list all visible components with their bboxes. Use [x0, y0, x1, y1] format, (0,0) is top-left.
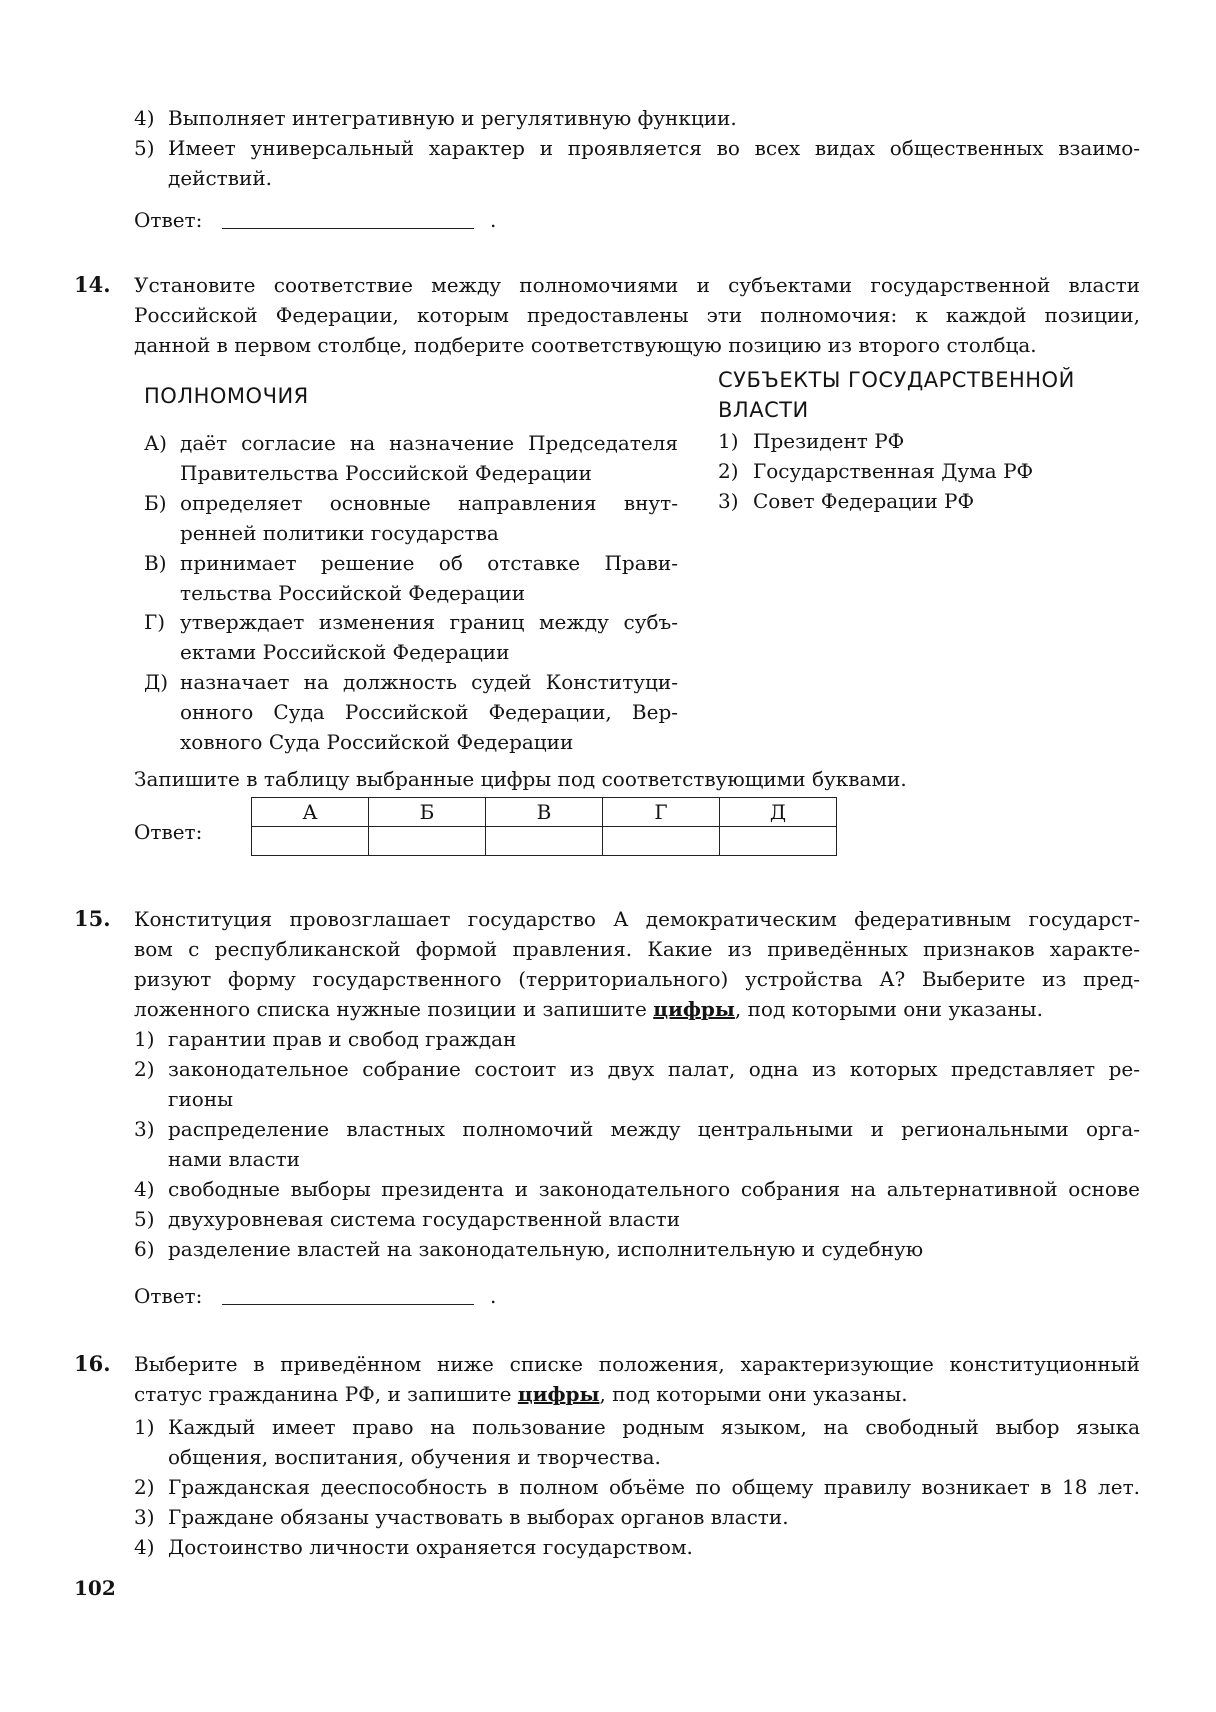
match-item-text: тельства Российской Федерации	[180, 581, 526, 605]
match-option-text: Совет Федерации РФ	[753, 489, 975, 513]
question-text-part: статус гражданина РФ, и запишите	[134, 1382, 518, 1406]
match-item-text: ренней политики государства	[180, 521, 499, 545]
option-text: Достоинство личности охраняется государством.	[168, 1535, 693, 1559]
option-number: 4)	[134, 1177, 155, 1201]
table-instruction: Запишите в таблицу выбранные цифры под соответствующими буквами.	[134, 767, 907, 791]
question-number: 16.	[74, 1351, 111, 1376]
option-text: законодательное собрание состоит из двух палат, одна из которых представляет ре-	[168, 1057, 1140, 1081]
answer-cell[interactable]	[486, 827, 603, 856]
match-item-text: Правительства Российской Федерации	[180, 461, 592, 485]
match-item-text: назначает на должность судей Конституци-	[180, 670, 678, 694]
match-item-text: определяет основные направления внут-	[180, 491, 678, 515]
answer-table-header: А	[252, 798, 369, 827]
answer-cell[interactable]	[603, 827, 720, 856]
match-item-text: утверждает изменения границ между субъ-	[180, 610, 678, 634]
question-number: 14.	[74, 272, 111, 297]
match-option-text: Президент РФ	[753, 429, 905, 453]
question-text: Выберите в приведённом ниже списке положения, характеризующие конституционный	[134, 1352, 1140, 1376]
page-number: 102	[74, 1576, 116, 1600]
option-number: 2)	[134, 1475, 155, 1499]
option-text: Каждый имеет право на пользование родным языком, на свободный выбор языка	[168, 1415, 1140, 1439]
list-item-number: 4)	[134, 106, 155, 130]
option-number: 3)	[134, 1117, 155, 1141]
answer-table-header: Д	[720, 798, 837, 827]
option-number: 2)	[134, 1057, 155, 1081]
option-text: свободные выборы президента и законодательного собрания на альтернативной основе	[168, 1177, 1140, 1201]
option-text: распределение властных полномочий между центральными и региональными орга-	[168, 1117, 1140, 1141]
match-letter: Д)	[144, 670, 169, 694]
match-option-text: Государственная Дума РФ	[753, 459, 1034, 483]
match-item-text: ектами Российской Федерации	[180, 640, 510, 664]
match-item-text: принимает решение об отставке Прави-	[180, 551, 678, 575]
match-letter: В)	[144, 551, 167, 575]
question-text: данной в первом столбце, подберите соответствующую позицию из второго столбца.	[134, 333, 1037, 357]
answer-cell[interactable]	[252, 827, 369, 856]
question-text: Установите соответствие между полномочиями и субъектами государственной власти	[134, 273, 1140, 297]
option-text: Гражданская дееспособность в полном объёме по общему правилу возникает в 18 лет.	[168, 1475, 1140, 1499]
option-text: гионы	[168, 1087, 234, 1111]
right-column-caption: ВЛАСТИ	[718, 398, 809, 422]
answer-label: Ответ:	[134, 1284, 203, 1308]
option-number: 4)	[134, 1535, 155, 1559]
question-text-part: , под которыми они указаны.	[599, 1382, 908, 1406]
match-number: 1)	[718, 429, 739, 453]
answer-dot: .	[490, 1284, 497, 1308]
match-item-text: ховного Суда Российской Федерации	[180, 730, 574, 754]
answer-dot: .	[490, 208, 497, 232]
option-text: гарантии прав и свобод граждан	[168, 1027, 517, 1051]
answer-table-input-row	[252, 827, 837, 856]
answer-table	[251, 797, 837, 856]
match-number: 2)	[718, 459, 739, 483]
option-number: 6)	[134, 1237, 155, 1261]
question-number: 15.	[74, 906, 111, 931]
option-number: 1)	[134, 1027, 155, 1051]
match-letter: Б)	[144, 491, 167, 515]
option-number: 3)	[134, 1505, 155, 1529]
option-text: Граждане обязаны участвовать в выборах органов власти.	[168, 1505, 789, 1529]
answer-table-header: Г	[603, 798, 720, 827]
match-item-text: онного Суда Российской Федерации, Вер-	[180, 700, 678, 724]
list-item-text: действий.	[168, 166, 273, 190]
answer-label: Ответ:	[134, 208, 203, 232]
question-text: ризуют форму государственного (территориального) устройства А? Выберите из пред-	[134, 967, 1140, 991]
left-column-caption: ПОЛНОМОЧИЯ	[144, 384, 309, 408]
answer-blank[interactable]	[222, 1304, 474, 1305]
option-text: двухуровневая система государственной власти	[168, 1207, 681, 1231]
list-item-number: 5)	[134, 136, 155, 160]
option-number: 5)	[134, 1207, 155, 1231]
answer-table-header-row	[252, 798, 837, 827]
answer-label: Ответ:	[134, 820, 203, 844]
option-text: разделение властей на законодательную, исполнительную и судебную	[168, 1237, 924, 1261]
list-item-text: Имеет универсальный характер и проявляется во всех видах общественных взаимо-	[168, 136, 1140, 160]
match-number: 3)	[718, 489, 739, 513]
question-text: вом с республиканской формой правления. Какие из приведённых признаков характе-	[134, 937, 1140, 961]
question-text	[134, 1379, 908, 1409]
answer-table-header: В	[486, 798, 603, 827]
match-item-text: даёт согласие на назначение Председателя	[180, 431, 678, 455]
match-letter: Г)	[144, 610, 166, 634]
question-text	[134, 994, 1043, 1024]
option-text: нами власти	[168, 1147, 300, 1171]
option-text: общения, воспитания, обучения и творчества.	[168, 1445, 661, 1469]
answer-blank[interactable]	[222, 228, 474, 229]
question-text: Конституция провозглашает государство А демократическим федеративным государст-	[134, 907, 1140, 931]
question-text-part: , под которыми они указаны.	[734, 997, 1043, 1021]
emphasis-word: цифры	[517, 1382, 600, 1406]
option-number: 1)	[134, 1415, 155, 1439]
answer-table-header: Б	[369, 798, 486, 827]
right-column-caption: СУБЪЕКТЫ ГОСУДАРСТВЕННОЙ	[718, 368, 1075, 392]
list-item-text: Выполняет интегративную и регулятивную функции.	[168, 106, 737, 130]
match-letter: А)	[144, 431, 167, 455]
answer-cell[interactable]	[369, 827, 486, 856]
emphasis-word: цифры	[653, 997, 735, 1021]
question-text-part: ложенного списка нужные позиции и запишите	[134, 997, 654, 1021]
question-text: Российской Федерации, которым предоставлены эти полномочия: к каждой позиции,	[134, 303, 1140, 327]
answer-cell[interactable]	[720, 827, 837, 856]
